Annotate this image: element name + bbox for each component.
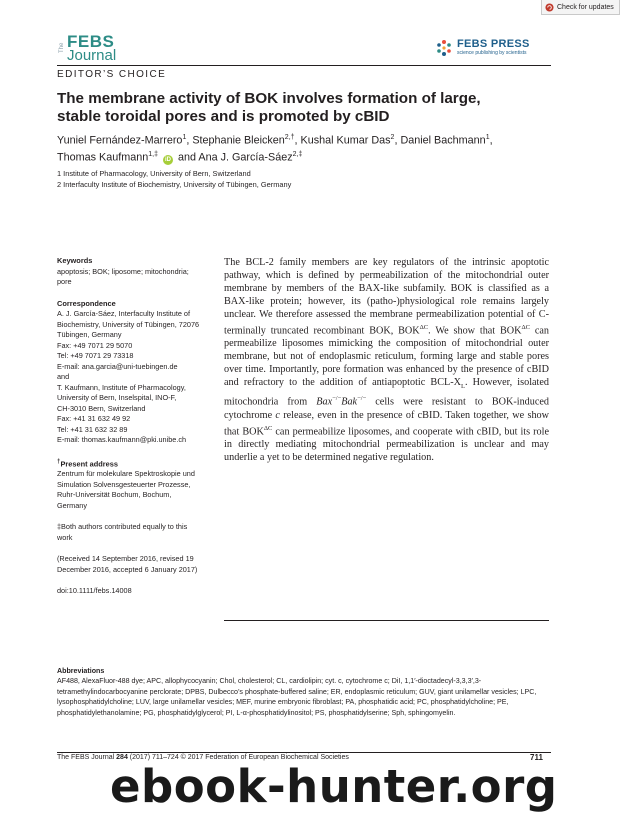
present-address-line: Ruhr-Universität Bochum, Bochum, — [57, 490, 172, 500]
author-affil-sup: 2,† — [284, 134, 295, 141]
abstract-text: can permeabilize liposomes, and cooperate with cBID, but its role in directly mediating mitochondrial permeabilization is unclear and may underlie a yet to be determined negative regulation. — [224, 426, 549, 463]
keywords-heading: Keywords — [57, 256, 93, 265]
correspondence-email[interactable]: E-mail: ana.garcia@uni-tuebingen.de — [57, 361, 178, 371]
check-for-updates-label: Check for updates — [557, 3, 614, 11]
abstract-sup: ΔC — [521, 323, 531, 331]
present-address-line: Germany — [57, 500, 88, 510]
correspondence-email[interactable]: E-mail: thomas.kaufmann@pki.unibe.ch — [57, 435, 187, 444]
affiliation: 2 Interfaculty Institute of Biochemistry, University of Tübingen, Germany — [57, 180, 292, 189]
footer-journal: The FEBS Journal — [57, 754, 115, 761]
refresh-icon — [545, 3, 554, 12]
abstract-text: . We show that BOK — [428, 324, 522, 336]
article-sidebar — [57, 256, 222, 597]
logo-the: The — [59, 42, 65, 53]
abstract-text: The BCL-2 family members are key regulators of the intrinsic apoptotic pathway, which is defined by permeabilization of the mitochondrial outer membrane by members of the BAX-like subfamily. BOK is classified as a BAX-like protein; however, its (patho-)physiological role remains largely unclear. We therefore assessed the membrane permeabilization potential of C-terminally truncated recombinant BOK, BOK — [224, 257, 549, 336]
author-affil-sup: 1 — [485, 134, 490, 141]
header-rule — [57, 65, 551, 66]
correspondence-line: University of Bern, Inselspital, INO-F, — [57, 393, 177, 402]
abstract-sup: −/− — [357, 395, 367, 403]
abstract-gene: Bax — [316, 396, 333, 408]
abstract-text: can permeabilize liposomes mimicking the composition of mitochondrial outer membrane, but not of endoplasmic reticulum, forming large and stable pores over time. Importantly, pore formation was enhanced by the presence of cBID and refractory to the addition of antiapoptotic BCL-X — [224, 324, 549, 388]
author-affil-sup: 1,‡ — [148, 150, 158, 158]
equal-contribution-note: ‡Both authors contributed equally to this — [57, 522, 188, 532]
affiliation: 1 Institute of Pharmacology, University of Bern, Switzerland — [57, 169, 251, 178]
correspondence-line: Tel: +41 31 632 32 89 — [57, 424, 128, 434]
keywords-line: apoptosis; BOK; liposome; mitochondria; — [57, 266, 189, 276]
keywords-line: pore — [57, 277, 72, 286]
febs-journal-logo — [58, 34, 116, 63]
logo-journal: Journal — [67, 47, 117, 64]
footer-rest: (2017) 711–724 © 2017 Federation of European Biochemical Societies — [129, 754, 349, 761]
febs-press-tagline: science publishing by scientists — [457, 50, 527, 56]
correspondence-line: and — [57, 372, 70, 381]
correspondence-line: CH-3010 Bern, Switzerland — [57, 403, 146, 413]
footer-rule — [57, 752, 551, 753]
correspondence-line: A. J. García-Sáez, Interfaculty Institute of — [57, 309, 191, 318]
page-number: 711 — [530, 753, 543, 762]
section-label: EDITOR’S CHOICE — [57, 69, 167, 80]
febs-press-dots-icon — [435, 39, 453, 57]
abbreviations — [57, 666, 551, 718]
present-address-heading — [57, 457, 222, 470]
abbreviations-text: AF488, AlexaFluor-488 dye; APC, allophycocyanin; Chol, cholesterol; CL, cardiolipin; cyt. c, cytochrome c; DiI, 1,1′-dioctadecyl-3,3,3′,3-tetramethylindocarbocyanine perclorate; DPBS, Dulbecco’s phosphate-buffered saline; ER, endoplasmic reticulum; GUV, giant unilamellar vesicles; LPC, lysophosphatidylcholine; LUV, large unilamellar vesicles; MEF, murine embryonic fibroblast; PA, phosphatidic acid; PC, phosphatidylcholine; PE, phosphatidylethanolamine; PG, phosphatidylglycerol; PI, L-α-phosphatidylinositol; PS, phosphatidylserine; Sph, sphingomyelin. — [57, 677, 537, 717]
author-conjunction: and — [177, 151, 196, 164]
correspondence-line: Tel: +49 7071 29 73318 — [57, 351, 134, 360]
article-title — [57, 90, 557, 126]
abstract — [224, 257, 549, 465]
footer-volume: 284 — [116, 754, 128, 761]
doi-link[interactable]: doi:10.1111/febs.14008 — [57, 586, 132, 596]
dagger-mark: † — [57, 457, 61, 465]
author: Ana J. García-Sáez — [198, 151, 293, 164]
correspondence-heading: Correspondence — [57, 298, 116, 308]
author-affil-sup: 2 — [390, 134, 395, 141]
equal-contribution-note: work — [57, 532, 73, 542]
watermark: ebook-hunter.org — [110, 760, 558, 813]
correspondence-line: Tübingen, Germany — [57, 330, 122, 339]
author-affil-sup: 2,‡ — [292, 150, 303, 158]
febs-press-logo — [435, 38, 530, 57]
present-address-heading-label: Present address — [60, 458, 118, 468]
author: Stephanie Bleicken — [192, 134, 285, 147]
author: Kushal Kumar Das — [300, 134, 391, 147]
correspondence-line: Fax: +41 31 632 49 92 — [57, 414, 131, 423]
orcid-icon[interactable]: iD — [164, 157, 171, 164]
abstract-sup: ΔC — [419, 323, 429, 331]
abstract-sup: −/− — [332, 395, 342, 403]
present-address-line: Simulation Solvensgesteuerter Prozesse, — [57, 479, 191, 489]
correspondence-line: Biochemistry, University of Tübingen, 72076 — [57, 319, 200, 329]
abstract-rule — [224, 620, 549, 621]
febs-press-name: FEBS PRESS — [457, 38, 530, 50]
abstract-text: release, even in the presence of cBID. Taken together, we show that BOK — [224, 409, 549, 438]
received-dates: (Received 14 September 2016, revised 19 — [57, 554, 194, 564]
abstract-text: cells were resistant to BOK-induced cytochrome — [224, 396, 549, 421]
present-address-line: Zentrum für molekulare Spektroskopie und — [57, 469, 195, 479]
abbreviations-heading: Abbreviations — [57, 667, 105, 675]
correspondence-line: Fax: +49 7071 29 5070 — [57, 340, 133, 350]
abstract-sub: L — [460, 382, 465, 390]
author: Thomas Kaufmann — [57, 151, 149, 164]
abstract-italic: c — [275, 409, 280, 421]
abstract-gene: Bak — [341, 396, 358, 408]
received-dates: December 2016, accepted 6 January 2017) — [57, 564, 198, 574]
author: Yuniel Fernández-Marrero — [57, 134, 183, 147]
author: Daniel Bachmann — [400, 134, 486, 147]
author-affil-sup: 1 — [182, 134, 187, 141]
abstract-sup: ΔC — [263, 424, 273, 432]
check-for-updates-button[interactable] — [541, 0, 620, 15]
abstract-text: . However, isolated mitochondria from — [224, 376, 549, 408]
correspondence-line: T. Kaufmann, Institute of Pharmacology, — [57, 382, 186, 392]
author-list: Yuniel Fernández-Marrero$^1$, Stephanie Bleicken$^{2,\dagger}$, Kushal Kumar Das$^2$, Daniel Bachmann$^1$, Thomas Kaufmann$^{1,\ddagger}$ iD and Ana J. García-Sáez$^{2,\ddagger}$ — [57, 134, 493, 164]
logo-febs: FEBS — [67, 32, 115, 51]
title-line: stable toroidal pores and is promoted by cBID — [57, 108, 390, 125]
title-line: The membrane activity of BOK involves formation of large, — [57, 90, 481, 107]
